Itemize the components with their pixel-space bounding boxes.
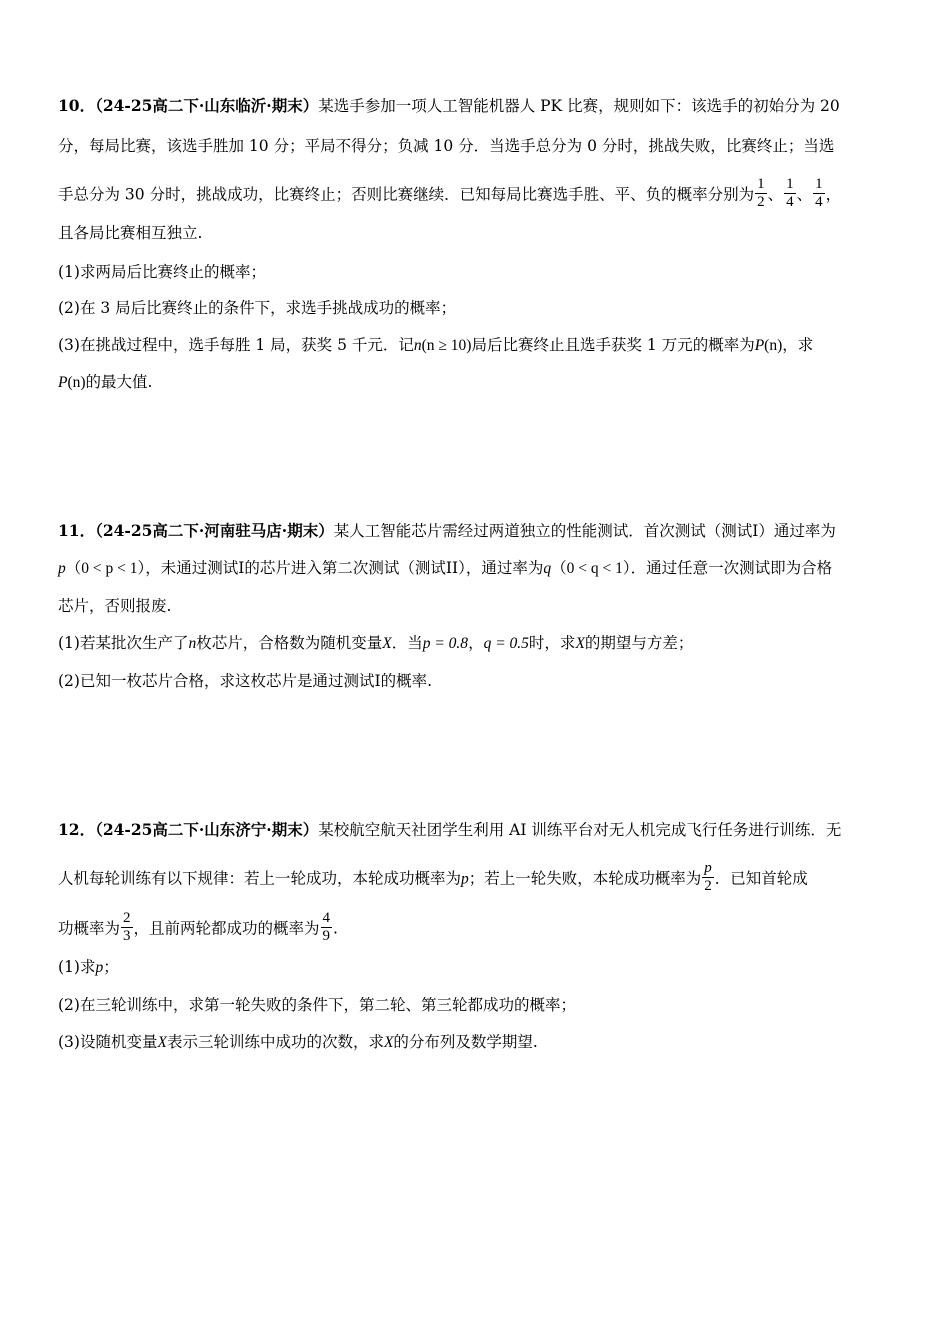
problem-10-line-1 — [58, 96, 840, 116]
problem-12-question-3 — [58, 1032, 538, 1053]
fraction-p-over-2 — [702, 860, 714, 895]
math-condition: （0 < p < 1） — [65, 560, 146, 577]
problem-text: ，且前两轮都成功的概率为 — [133, 919, 320, 938]
math-p: p — [95, 959, 104, 976]
problem-10-question-3-cont — [58, 372, 152, 393]
math-p: p — [461, 870, 469, 888]
problem-text: ．通过任意一次测试即为合格 — [630, 559, 833, 577]
problem-text: ，未通过测试I的芯片进入第二次测试（测试II），通过率为 — [145, 559, 544, 577]
math-p-value: p = 0.8 — [422, 635, 469, 652]
fraction-numerator: 1 — [786, 176, 794, 192]
fraction-numerator: 1 — [815, 176, 823, 192]
math-n: n — [188, 635, 197, 652]
problem-number: 11． — [58, 521, 96, 540]
problem-10-line-4 — [58, 223, 202, 243]
problem-text: 手总分为 30 分时，挑战成功，比赛终止；否则比赛继续．已知每局比赛选手胜、平、负的概率分别为 — [58, 185, 755, 204]
fraction-lose — [813, 176, 825, 211]
sub-question: 时，求 — [528, 634, 576, 652]
problem-11-question-1 — [58, 633, 693, 654]
problem-10-question-3 — [58, 335, 813, 356]
problem-text: 某人工智能芯片需经过两道独立的性能测试．首次测试（测试I）通过率为 — [333, 522, 836, 540]
sub-question: 的最大值. — [85, 373, 153, 391]
problem-12-line-3 — [58, 912, 338, 947]
problem-text: 分，每局比赛，该选手胜加 10 分；平局不得分；负减 10 分．当选手总分为 0 分时，挑战失败，比赛终止；当选 — [58, 137, 835, 155]
sub-question: (1)求 — [58, 958, 96, 976]
problem-text: ， — [825, 185, 842, 204]
math-q: q — [543, 560, 552, 577]
sub-question: 的分布列及数学期望. — [393, 1033, 538, 1051]
math-P: P — [754, 337, 765, 354]
problem-text: 且各局比赛相互独立. — [58, 224, 203, 242]
problem-number: 12． — [58, 820, 96, 839]
problem-10-question-1 — [58, 262, 266, 282]
math-paren: (n) — [67, 374, 86, 391]
sub-question: ， — [468, 634, 484, 652]
sub-question: (2)已知一枚芯片合格，求这枚芯片是通过测试I的概率. — [58, 672, 433, 690]
fraction-two-thirds — [121, 910, 133, 945]
sub-question: (1)若某批次生产了 — [58, 634, 189, 652]
problem-text: 功概率为 — [58, 919, 121, 938]
problem-12-question-1 — [58, 957, 119, 978]
fraction-denominator: 3 — [123, 928, 131, 944]
math-q-value: q = 0.5 — [483, 635, 529, 652]
fraction-four-ninths — [321, 910, 333, 945]
sub-question: (3)在挑战过程中，选手每胜 1 局，获奖 5 千元．记 — [58, 336, 414, 354]
problem-11-question-2 — [58, 671, 432, 691]
problem-source: （24-25高二下·河南驻马店·期末） — [95, 521, 334, 540]
problem-10-line-2 — [58, 136, 834, 156]
problem-number: 10． — [58, 96, 96, 115]
sub-question: (1)求两局后比赛终止的概率； — [58, 263, 266, 281]
sub-question: ．当 — [391, 634, 423, 652]
problem-10-line-3 — [58, 178, 841, 213]
fraction-denominator: 2 — [704, 878, 712, 894]
sub-question: (3)设随机变量 — [58, 1033, 158, 1051]
sub-question: ，求 — [782, 336, 814, 354]
problem-12-line-2 — [58, 862, 808, 897]
problem-text: 某校航空航天社团学生利用 AI 训练平台对无人机完成飞行任务进行训练．无 — [318, 821, 842, 839]
sub-question: 枚芯片，合格数为随机变量 — [196, 634, 383, 652]
problem-source: （24-25高二下·山东济宁·期末） — [95, 820, 319, 839]
fraction-numerator: 1 — [757, 176, 765, 192]
problem-text: 某选手参加一项人工智能机器人 PK 比赛，规则如下：该选手的初始分为 20 — [318, 97, 840, 115]
problem-11-line-2 — [58, 558, 832, 579]
fraction-numerator: 2 — [123, 910, 131, 926]
fraction-denominator: 2 — [757, 194, 765, 210]
math-condition: （0 < q < 1） — [551, 560, 631, 577]
problem-text: 人机每轮训练有以下规律：若上一轮成功，本轮成功概率为 — [58, 869, 462, 888]
separator: 、 — [796, 185, 813, 204]
fraction-denominator: 4 — [815, 194, 823, 210]
fraction-draw — [784, 176, 796, 211]
sub-question: ； — [103, 958, 119, 976]
math-X: X — [382, 635, 392, 652]
math-P: P — [58, 374, 68, 391]
problem-12-question-2 — [58, 995, 576, 1015]
math-X: X — [157, 1034, 167, 1051]
problem-text: ；若上一轮失败，本轮成功概率为 — [468, 869, 702, 888]
separator: 、 — [767, 185, 784, 204]
math-paren: (n) — [764, 337, 783, 354]
sub-question: (2)在三轮训练中，求第一轮失败的条件下，第二轮、第三轮都成功的概率； — [58, 996, 576, 1014]
fraction-denominator: 9 — [322, 928, 331, 944]
problem-11-line-1 — [58, 521, 836, 541]
math-n: n — [413, 337, 422, 354]
math-condition: (n ≥ 10) — [421, 337, 472, 354]
sub-question: 表示三轮训练中成功的次数，求 — [166, 1033, 384, 1051]
fraction-win — [755, 176, 767, 211]
problem-text: ．已知首轮成 — [714, 869, 808, 888]
math-p: p — [58, 560, 66, 577]
problem-text: 芯片，否则报废. — [58, 597, 172, 615]
sub-question: 局后比赛终止且选手获奖 1 万元的概率为 — [471, 336, 755, 354]
sub-question: (2)在 3 局后比赛终止的条件下，求选手挑战成功的概率； — [58, 299, 457, 317]
math-X: X — [383, 1034, 394, 1051]
problem-10-question-2 — [58, 298, 456, 318]
problem-source: （24-25高二下·山东临沂·期末） — [95, 96, 319, 115]
sub-question: 的期望与方差； — [584, 634, 694, 652]
problem-12-line-1 — [58, 820, 841, 840]
fraction-numerator: p — [704, 860, 712, 876]
problem-text: . — [333, 919, 338, 938]
fraction-denominator: 4 — [786, 194, 794, 210]
problem-11-line-3 — [58, 596, 171, 616]
math-X: X — [575, 635, 585, 652]
fraction-numerator: 4 — [322, 910, 331, 926]
